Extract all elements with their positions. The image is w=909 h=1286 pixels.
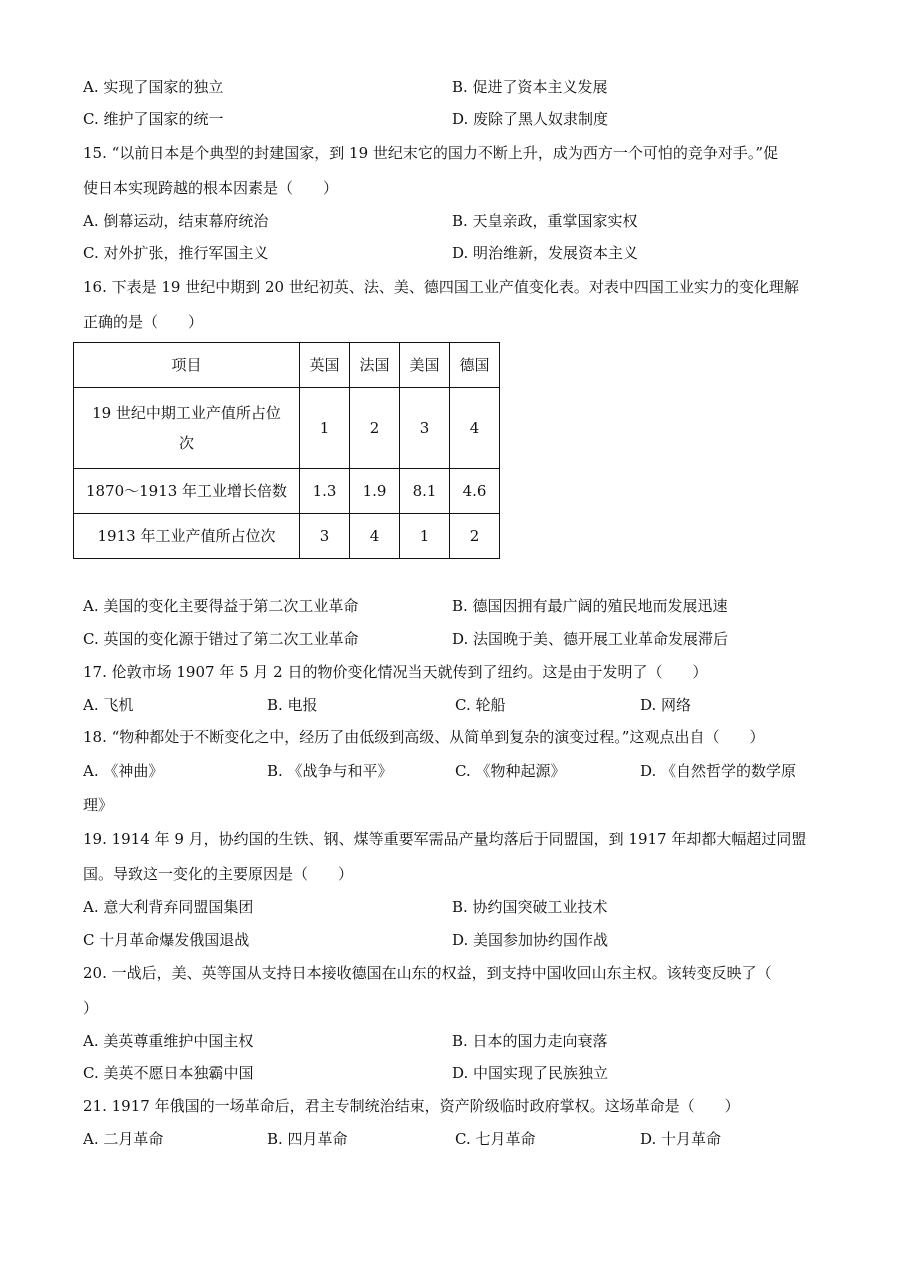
q20-stem-line1: 20. 一战后，美、英等国从支持日本接收德国在山东的权益，到支持中国收回山东主权。该转变反映了（ xyxy=(83,964,772,982)
q21-stem: 21. 1917 年俄国的一场革命后，君主专制统治结束，资产阶级临时政府掌权。这场革命是（ ） xyxy=(83,1097,740,1115)
q18-option-a: A. 《神曲》 xyxy=(83,762,164,780)
q15-stem-line2: 使日本实现跨越的根本因素是（ ） xyxy=(83,179,339,197)
table-row xyxy=(74,469,500,514)
q17-option-c: C. 轮船 xyxy=(455,696,506,714)
q14-option-b: B. 促进了资本主义发展 xyxy=(452,78,608,96)
table-cell: 2 xyxy=(350,388,400,469)
q19-stem-line2: 国。导致这一变化的主要原因是（ ） xyxy=(83,865,354,883)
q18-option-c: C. 《物种起源》 xyxy=(455,762,566,780)
table-cell: 1 xyxy=(300,388,350,469)
q18-option-d-continued: 理》 xyxy=(83,796,114,814)
table-header-france: 法国 xyxy=(350,343,400,388)
q16-option-c: C. 英国的变化源于错过了第二次工业革命 xyxy=(83,630,359,648)
q21-option-b: B. 四月革命 xyxy=(267,1130,348,1148)
table-cell: 1.9 xyxy=(350,469,400,514)
table-cell: 1.3 xyxy=(300,469,350,514)
q19-option-d: D. 美国参加协约国作战 xyxy=(452,931,609,949)
q14-option-d: D. 废除了黑人奴隶制度 xyxy=(452,110,609,128)
table-cell: 3 xyxy=(300,514,350,559)
table-row-label-line2: 次 xyxy=(178,434,194,452)
q16-stem-line2: 正确的是（ ） xyxy=(83,313,204,331)
table-cell: 4 xyxy=(350,514,400,559)
q19-stem-line1: 19. 1914 年 9 月，协约国的生铁、钢、煤等重要军需品产量均落后于同盟国，到 1917 年却都大幅超过同盟 xyxy=(83,830,807,848)
table-row-label: 1913 年工业产值所占位次 xyxy=(74,514,300,559)
q17-stem: 17. 伦敦市场 1907 年 5 月 2 日的物价变化情况当天就传到了纽约。这是由于发明了（ ） xyxy=(83,663,708,681)
table-row-label: 1870～1913 年工业增长倍数 xyxy=(74,469,300,514)
q17-option-d: D. 网络 xyxy=(640,696,692,714)
q14-option-a: A. 实现了国家的独立 xyxy=(83,78,224,96)
industry-output-table xyxy=(73,342,500,559)
table-row-label-line1: 19 世纪中期工业产值所占位 xyxy=(92,404,281,422)
q21-option-a: A. 二月革命 xyxy=(83,1130,164,1148)
table-row xyxy=(74,388,500,469)
q16-option-a: A. 美国的变化主要得益于第二次工业革命 xyxy=(83,597,359,615)
table-header-germany: 德国 xyxy=(450,343,500,388)
q19-option-b: B. 协约国突破工业技术 xyxy=(452,898,608,916)
q20-stem-line2: ） xyxy=(83,999,99,1017)
q15-option-d: D. 明治维新，发展资本主义 xyxy=(452,244,639,262)
q16-option-d: D. 法国晚于美、德开展工业革命发展滞后 xyxy=(452,630,729,648)
q20-option-c: C. 美英不愿日本独霸中国 xyxy=(83,1064,254,1082)
table-cell: 3 xyxy=(400,388,450,469)
table-cell: 4.6 xyxy=(450,469,500,514)
q16-stem-line1: 16. 下表是 19 世纪中期到 20 世纪初英、法、美、德四国工业产值变化表。对表中四国工业实力的变化理解 xyxy=(83,278,799,296)
table-header-row xyxy=(74,343,500,388)
table-header-usa: 美国 xyxy=(400,343,450,388)
q14-option-c: C. 维护了国家的统一 xyxy=(83,110,224,128)
q20-option-a: A. 美英尊重维护中国主权 xyxy=(83,1032,254,1050)
q20-option-d: D. 中国实现了民族独立 xyxy=(452,1064,609,1082)
q18-stem: 18. “物种都处于不断变化之中，经历了由低级到高级、从简单到复杂的演变过程。”这观点出自（ ） xyxy=(83,728,765,746)
table-header-item: 项目 xyxy=(74,343,300,388)
table-cell: 1 xyxy=(400,514,450,559)
table-cell: 8.1 xyxy=(400,469,450,514)
q20-option-b: B. 日本的国力走向衰落 xyxy=(452,1032,608,1050)
q19-option-a: A. 意大利背弃同盟国集团 xyxy=(83,898,254,916)
q15-option-b: B. 天皇亲政，重掌国家实权 xyxy=(452,212,638,230)
table-row-label xyxy=(74,388,300,469)
table-header-britain: 英国 xyxy=(300,343,350,388)
table-cell: 2 xyxy=(450,514,500,559)
q19-option-c: C 十月革命爆发俄国退战 xyxy=(83,931,250,949)
q21-option-d: D. 十月革命 xyxy=(640,1130,722,1148)
q15-stem-line1: 15. “以前日本是个典型的封建国家，到 19 世纪末它的国力不断上升，成为西方一个可怕的竞争对手。”促 xyxy=(83,144,779,162)
q21-option-c: C. 七月革命 xyxy=(455,1130,536,1148)
q15-option-a: A. 倒幕运动，结束幕府统治 xyxy=(83,212,269,230)
q16-option-b: B. 德国因拥有最广阔的殖民地而发展迅速 xyxy=(452,597,728,615)
table-cell: 4 xyxy=(450,388,500,469)
q18-option-b: B. 《战争与和平》 xyxy=(267,762,393,780)
q17-option-b: B. 电报 xyxy=(267,696,318,714)
q17-option-a: A. 飞机 xyxy=(83,696,134,714)
table-row xyxy=(74,514,500,559)
q18-option-d: D. 《自然哲学的数学原 xyxy=(640,762,797,780)
q15-option-c: C. 对外扩张，推行军国主义 xyxy=(83,244,269,262)
